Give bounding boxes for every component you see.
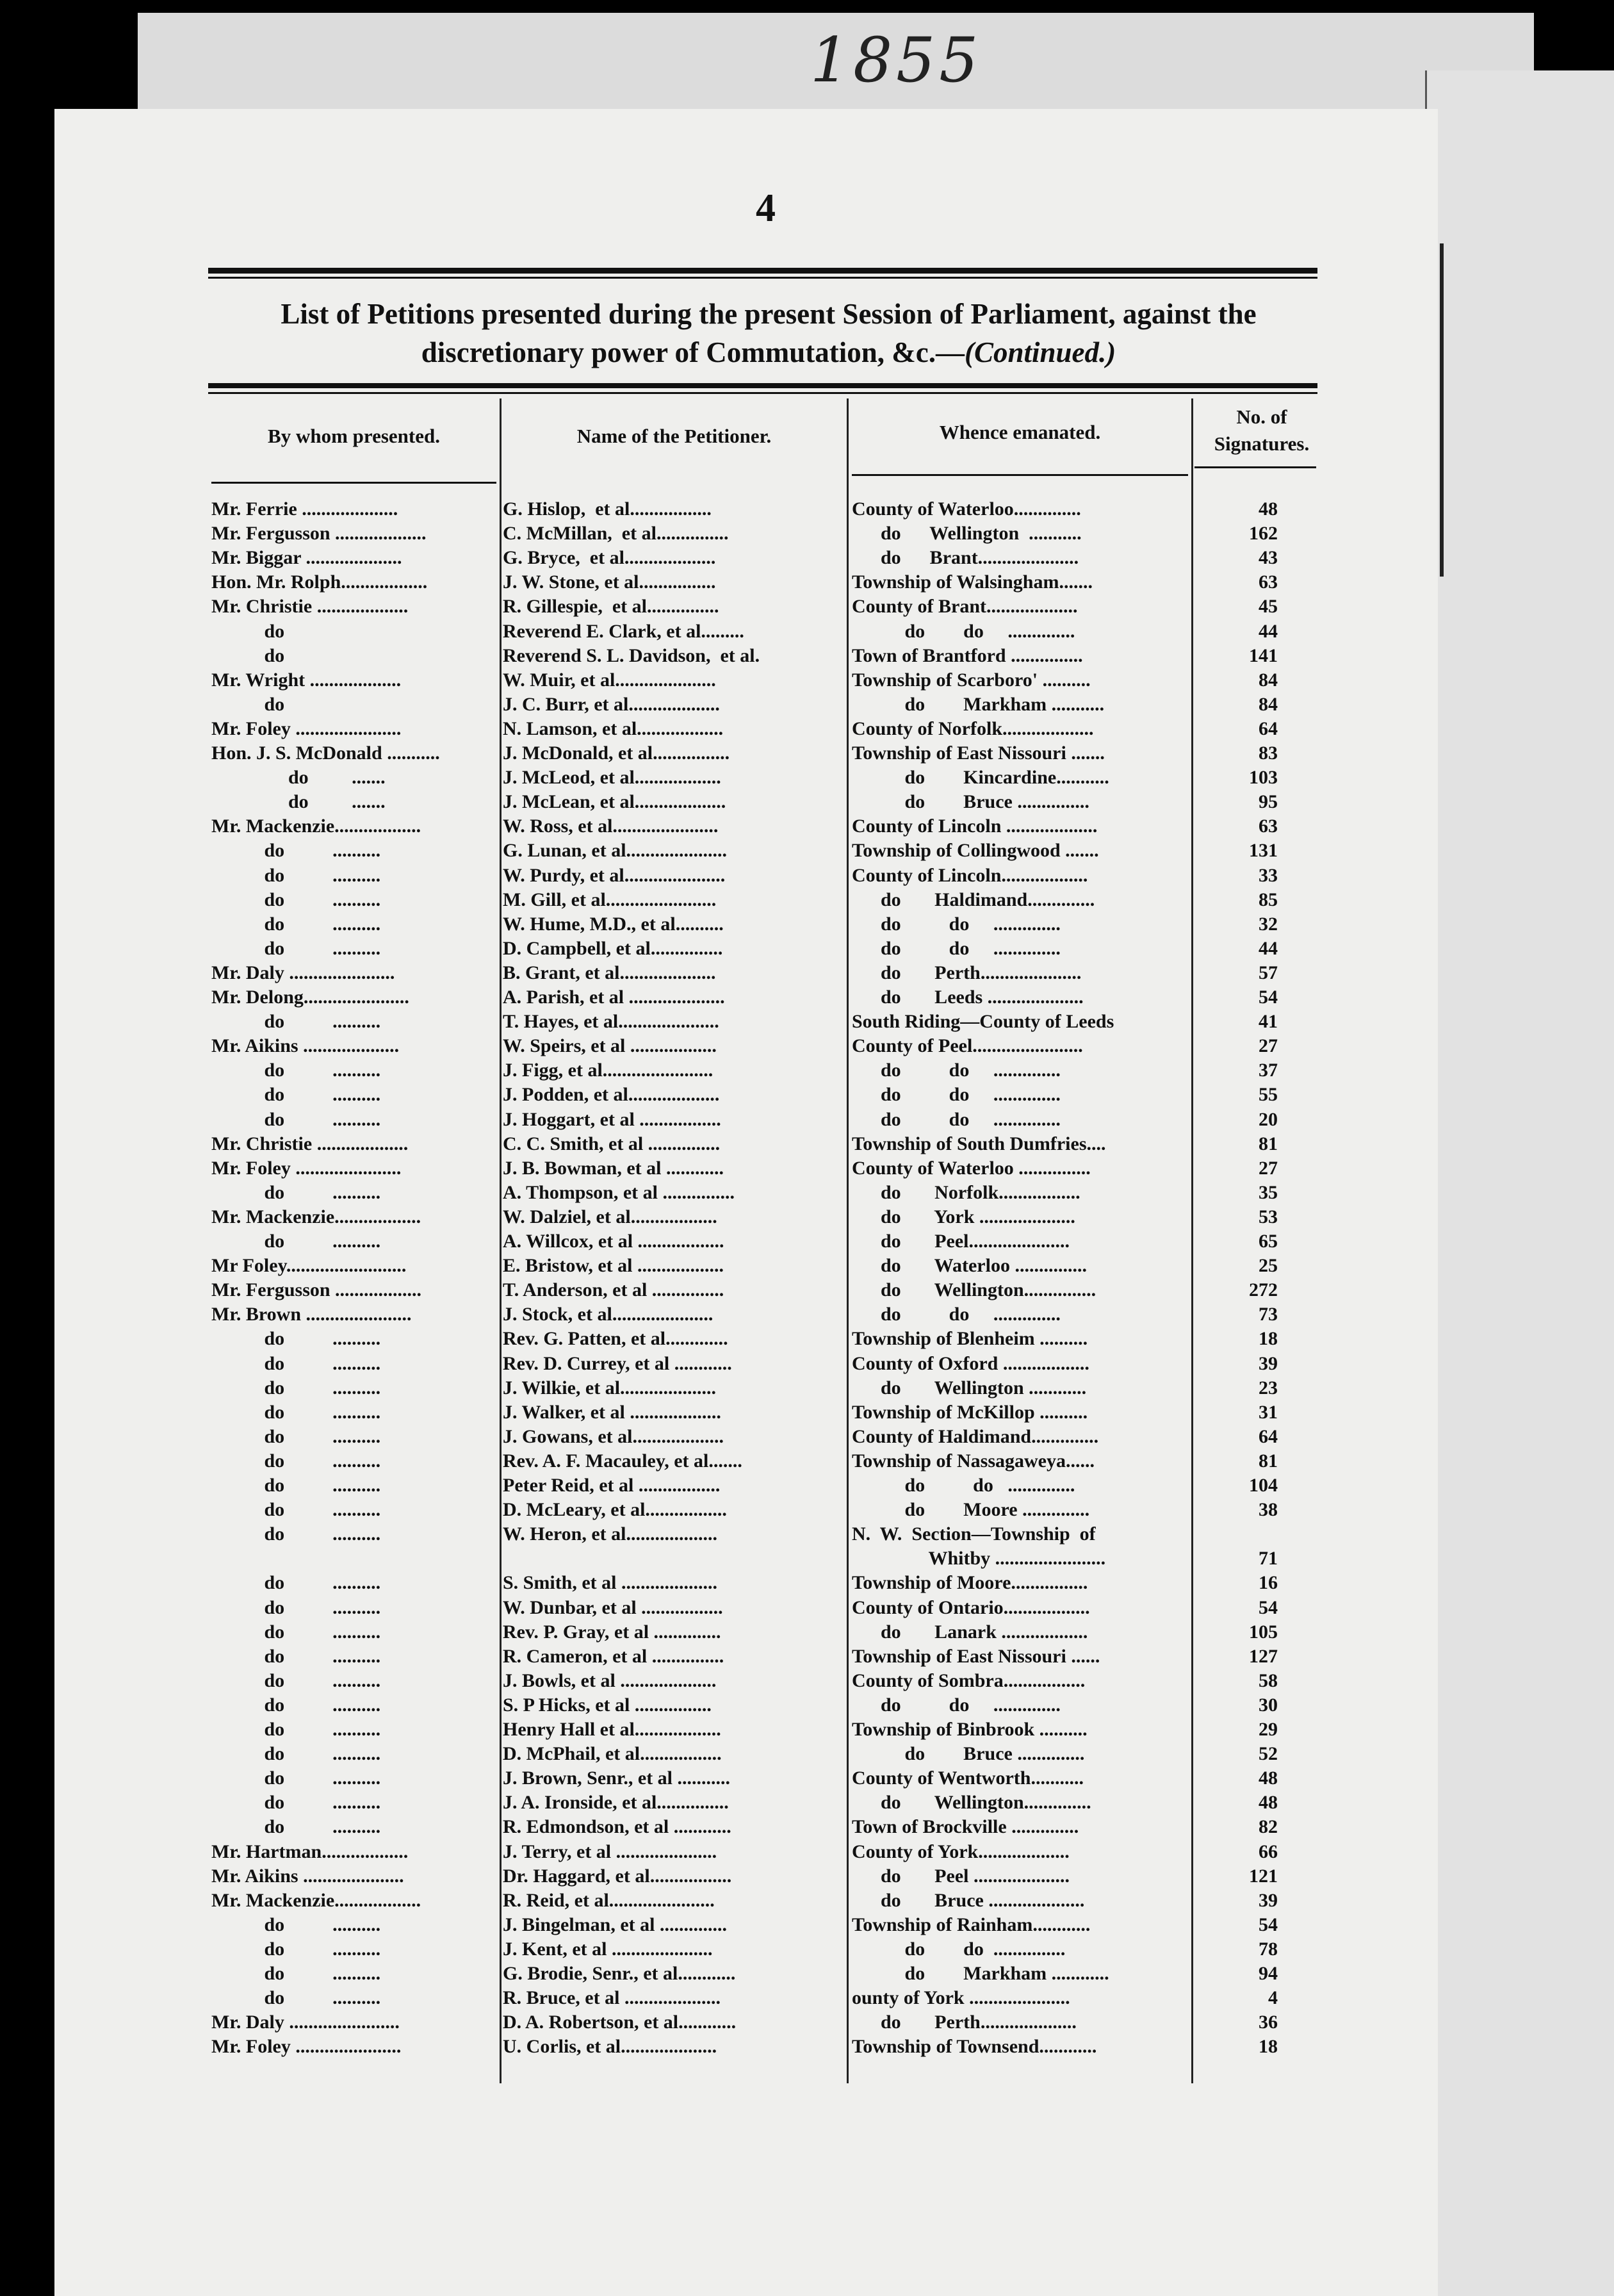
- cell-signatures: 78: [1259, 1938, 1278, 1960]
- cell-petitioner: Rev. P. Gray, et al ..............: [503, 1621, 721, 1643]
- cell-petitioner: Rev. A. F. Macauley, et al.......: [503, 1450, 742, 1472]
- cell-whence: do Wellington ...........: [852, 523, 1082, 545]
- cell-signatures: 54: [1259, 1914, 1278, 1935]
- cell-whence: do do ..............: [852, 1108, 1061, 1130]
- cell-whence: County of Norfolk...................: [852, 718, 1094, 739]
- cell-signatures: 54: [1259, 1596, 1278, 1618]
- cell-signatures: 39: [1259, 1889, 1278, 1911]
- cell-signatures: 95: [1259, 791, 1278, 813]
- cell-signatures: 23: [1259, 1377, 1278, 1398]
- cell-presenter: do: [211, 620, 381, 642]
- cell-petitioner: D. A. Robertson, et al............: [503, 2012, 737, 2033]
- cell-presenter: Mr Foley.........................: [211, 1255, 407, 1277]
- cell-presenter: Mr. Foley ......................: [211, 718, 402, 739]
- cell-presenter: do ..........: [211, 1938, 381, 1960]
- cell-signatures: 18: [1259, 2036, 1278, 2058]
- cell-signatures: 84: [1259, 669, 1278, 691]
- cell-signatures: 27: [1259, 1157, 1278, 1179]
- cell-signatures: 30: [1259, 1694, 1278, 1716]
- cell-signatures: 81: [1259, 1133, 1278, 1154]
- cell-presenter: Mr. Christie ...................: [211, 1133, 409, 1154]
- cell-signatures: 44: [1259, 937, 1278, 959]
- cell-petitioner: W. Ross, et al......................: [503, 816, 719, 837]
- cell-signatures: 32: [1259, 913, 1278, 935]
- cell-signatures: 31: [1259, 1401, 1278, 1423]
- cell-petitioner: R. Edmondson, et al ............: [503, 1816, 731, 1838]
- cell-petitioner: A. Parish, et al ....................: [503, 987, 725, 1008]
- cell-signatures: 18: [1259, 1328, 1278, 1350]
- cell-signatures: 94: [1259, 1963, 1278, 1984]
- cell-presenter: Mr. Mackenzie..................: [211, 1206, 421, 1227]
- cell-presenter: Mr. Mackenzie..................: [211, 816, 421, 837]
- title-line-1: List of Petitions presented during the present Session of Parliament, against the: [281, 298, 1257, 330]
- title-continued: (Continued.): [964, 336, 1116, 368]
- cell-signatures: 55: [1259, 1084, 1278, 1106]
- cell-presenter: do ..........: [211, 1767, 381, 1789]
- title-line-2: [199, 333, 1339, 372]
- cell-whence: do Wellington..............: [852, 1792, 1091, 1814]
- cell-signatures: 58: [1259, 1669, 1278, 1691]
- cell-petitioner: W. Heron, et al...................: [503, 1523, 717, 1545]
- cell-signatures: 82: [1259, 1816, 1278, 1838]
- cell-petitioner: J. B. Bowman, et al ............: [503, 1157, 724, 1179]
- cell-presenter: do ..........: [211, 1231, 381, 1252]
- cell-signatures: 37: [1259, 1060, 1278, 1081]
- cell-petitioner: J. Figg, et al.......................: [503, 1060, 713, 1081]
- cell-signatures: 4: [1268, 1987, 1278, 2009]
- header-underline-presenter: [211, 482, 496, 484]
- cell-whence: do Haldimand..............: [852, 889, 1095, 910]
- cell-petitioner: R. Reid, et al......................: [503, 1889, 715, 1911]
- cell-presenter: Mr. Aikins .....................: [211, 1865, 404, 1887]
- cell-signatures: 65: [1259, 1231, 1278, 1252]
- cell-whence: Town of Brantford ...............: [852, 644, 1083, 666]
- cell-petitioner: T. Hayes, et al.....................: [503, 1011, 719, 1033]
- cell-signatures: 103: [1249, 767, 1278, 789]
- cell-presenter: Mr. Daly .......................: [211, 2012, 400, 2033]
- cell-whence: County of Peel.......................: [852, 1035, 1083, 1057]
- cell-whence: Town of Brockville ..............: [852, 1816, 1079, 1838]
- cell-presenter: do .......: [211, 767, 386, 789]
- cell-whence: South Riding—County of Leeds: [852, 1011, 1114, 1033]
- cell-whence: do Moore ..............: [852, 1499, 1090, 1521]
- cell-presenter: do ..........: [211, 1743, 381, 1765]
- cell-whence: Township of Rainham............: [852, 1914, 1091, 1935]
- header-underline-signatures: [1194, 466, 1316, 468]
- header-signatures-line2: Signatures.: [1214, 432, 1310, 455]
- cell-signatures: 104: [1249, 1475, 1278, 1496]
- cell-presenter: Mr. Delong......................: [211, 987, 409, 1008]
- cell-signatures: 48: [1259, 1767, 1278, 1789]
- cell-presenter: do ..........: [211, 840, 381, 862]
- cell-presenter: do ..........: [211, 1645, 381, 1667]
- cell-petitioner: Henry Hall et al..................: [503, 1719, 721, 1740]
- cell-whence: do Peel ....................: [852, 1865, 1070, 1887]
- cell-signatures: 81: [1259, 1450, 1278, 1472]
- cell-whence: County of Waterloo..............: [852, 498, 1081, 520]
- header-signatures-line1: No. of: [1236, 406, 1287, 428]
- cell-whence: County of Wentworth...........: [852, 1767, 1084, 1789]
- cell-presenter: do ..........: [211, 1011, 381, 1033]
- cell-presenter: Mr. Foley ......................: [211, 2036, 402, 2058]
- cell-petitioner: Reverend E. Clark, et al.........: [503, 620, 744, 642]
- cell-whence: County of Oxford ..................: [852, 1352, 1089, 1374]
- cell-petitioner: D. McPhail, et al.................: [503, 1743, 722, 1765]
- cell-presenter: Hon. J. S. McDonald ...........: [211, 742, 440, 764]
- page-number: 4: [756, 186, 776, 230]
- cell-whence: do York ....................: [852, 1206, 1075, 1227]
- cell-presenter: Mr. Daly ......................: [211, 962, 395, 983]
- cell-whence: County of Haldimand..............: [852, 1425, 1099, 1447]
- cell-signatures: 44: [1259, 620, 1278, 642]
- cell-presenter: do ..........: [211, 1963, 381, 1984]
- cell-whence: do do ...............: [852, 1938, 1066, 1960]
- cell-whence: Township of Scarboro' ..........: [852, 669, 1091, 691]
- cell-presenter: do ..........: [211, 1572, 381, 1594]
- cell-presenter: do ..........: [211, 1475, 381, 1496]
- cell-signatures: 35: [1259, 1181, 1278, 1203]
- header-whence: Whence emanated.: [939, 421, 1101, 443]
- top-thick-rule: [208, 268, 1317, 274]
- cell-signatures: 64: [1259, 1425, 1278, 1447]
- cell-petitioner: E. Bristow, et al ..................: [503, 1255, 724, 1277]
- cell-whence: Whitby .......................: [852, 1548, 1106, 1570]
- cell-petitioner: R. Cameron, et al ...............: [503, 1645, 724, 1667]
- cell-presenter: do ..........: [211, 1499, 381, 1521]
- title-line-2-text: discretionary power of Commutation, &c.—: [421, 336, 965, 368]
- cell-whence: County of Waterloo ...............: [852, 1157, 1091, 1179]
- cell-presenter: do ..........: [211, 1621, 381, 1643]
- cell-presenter: Mr. Ferrie ....................: [211, 498, 398, 520]
- cell-signatures: 83: [1259, 742, 1278, 764]
- cell-petitioner: J. Bingelman, et al ..............: [503, 1914, 727, 1935]
- cell-signatures: 64: [1259, 718, 1278, 739]
- cell-signatures: 71: [1259, 1548, 1278, 1570]
- cell-signatures: 85: [1259, 889, 1278, 910]
- cell-presenter: Mr. Hartman..................: [211, 1841, 409, 1862]
- cell-whence: County of Sombra.................: [852, 1669, 1086, 1691]
- cell-petitioner: J. Terry, et al .....................: [503, 1841, 717, 1862]
- cell-presenter: do ..........: [211, 889, 381, 910]
- cell-whence: do Brant.....................: [852, 547, 1079, 569]
- cell-whence: do do ..............: [852, 1475, 1075, 1496]
- cell-petitioner: A. Thompson, et al ...............: [503, 1181, 735, 1203]
- cell-petitioner: J. Podden, et al...................: [503, 1084, 720, 1106]
- cell-signatures: 39: [1259, 1352, 1278, 1374]
- document-title: [199, 295, 1339, 372]
- cell-whence: do Markham ...........: [852, 693, 1105, 715]
- cell-presenter: do ..........: [211, 1987, 381, 2009]
- cell-whence: Township of Collingwood .......: [852, 840, 1099, 862]
- cell-whence: N. W. Section—Township of: [852, 1523, 1096, 1545]
- cell-petitioner: R. Gillespie, et al...............: [503, 596, 719, 618]
- cell-signatures: 84: [1259, 693, 1278, 715]
- cell-whence: do Peel.....................: [852, 1231, 1070, 1252]
- cell-petitioner: J. Walker, et al ...................: [503, 1401, 721, 1423]
- cell-petitioner: W. Muir, et al.....................: [503, 669, 716, 691]
- cell-presenter: do ..........: [211, 1816, 381, 1838]
- cell-presenter: do ..........: [211, 1719, 381, 1740]
- cell-whence: do Perth.....................: [852, 962, 1082, 983]
- cell-signatures: 45: [1259, 596, 1278, 618]
- cell-presenter: do ..........: [211, 1450, 381, 1472]
- cell-petitioner: M. Gill, et al.......................: [503, 889, 717, 910]
- column-divider-2: [847, 398, 849, 2083]
- cell-whence: do Perth....................: [852, 2012, 1077, 2033]
- cell-whence: do do ..............: [852, 1694, 1061, 1716]
- column-divider-3: [1191, 398, 1193, 2083]
- cell-petitioner: N. Lamson, et al..................: [503, 718, 724, 739]
- cell-whence: Township of Nassagaweya......: [852, 1450, 1095, 1472]
- cell-whence: County of Brant...................: [852, 596, 1078, 618]
- cell-whence: County of Lincoln..................: [852, 864, 1088, 886]
- header-presenter: By whom presented.: [268, 425, 440, 447]
- cell-signatures: 25: [1259, 1255, 1278, 1277]
- cell-petitioner: J. Bowls, et al ....................: [503, 1669, 717, 1691]
- cell-whence: do Leeds ....................: [852, 987, 1084, 1008]
- cell-petitioner: Peter Reid, et al .................: [503, 1475, 721, 1496]
- adjacent-sheet: [1425, 70, 1614, 2296]
- cell-petitioner: J. Gowans, et al...................: [503, 1425, 724, 1447]
- cell-whence: Township of Binbrook ..........: [852, 1719, 1088, 1740]
- cell-whence: do Bruce ...............: [852, 791, 1089, 813]
- cell-whence: do Bruce ..............: [852, 1743, 1085, 1765]
- cell-whence: County of York...................: [852, 1841, 1070, 1862]
- cell-petitioner: J. Wilkie, et al....................: [503, 1377, 717, 1398]
- cell-petitioner: S. Smith, et al ....................: [503, 1572, 718, 1594]
- cell-presenter: do ..........: [211, 1792, 381, 1814]
- cell-signatures: 141: [1249, 644, 1278, 666]
- cell-whence: do Markham ............: [852, 1963, 1109, 1984]
- cell-whence: Township of McKillop ..........: [852, 1401, 1088, 1423]
- cell-whence: do Bruce ....................: [852, 1889, 1085, 1911]
- cell-whence: Township of East Nissouri .......: [852, 742, 1105, 764]
- cell-presenter: do ..........: [211, 1181, 381, 1203]
- cell-presenter: do ..........: [211, 1523, 381, 1545]
- cell-petitioner: Rev. G. Patten, et al.............: [503, 1328, 728, 1350]
- cell-presenter: do ..........: [211, 1377, 381, 1398]
- cell-whence: do do ..............: [852, 620, 1075, 642]
- cell-petitioner: Reverend S. L. Davidson, et al.: [503, 644, 760, 666]
- cell-petitioner: J. Hoggart, et al .................: [503, 1108, 721, 1130]
- cell-petitioner: J. McLeod, et al..................: [503, 767, 721, 789]
- cell-presenter: do: [211, 644, 381, 666]
- cell-presenter: do ..........: [211, 1914, 381, 1935]
- handwritten-year: 1855: [810, 24, 982, 96]
- cell-presenter: do ..........: [211, 1694, 381, 1716]
- cell-presenter: Mr. Mackenzie..................: [211, 1889, 421, 1911]
- cell-signatures: 63: [1259, 816, 1278, 837]
- top-thin-rule: [208, 277, 1317, 279]
- cell-whence: Township of South Dumfries....: [852, 1133, 1106, 1154]
- cell-signatures: 272: [1249, 1279, 1278, 1301]
- cell-signatures: 66: [1259, 1841, 1278, 1862]
- cell-presenter: do ..........: [211, 1596, 381, 1618]
- cell-presenter: do ..........: [211, 937, 381, 959]
- cell-petitioner: J. A. Ironside, et al...............: [503, 1792, 729, 1814]
- cell-petitioner: B. Grant, et al....................: [503, 962, 716, 983]
- cell-whence: do Kincardine...........: [852, 767, 1109, 789]
- cell-whence: ounty of York .....................: [852, 1987, 1070, 2009]
- cell-petitioner: G. Lunan, et al.....................: [503, 840, 728, 862]
- cell-petitioner: Rev. D. Currey, et al ............: [503, 1352, 732, 1374]
- cell-petitioner: J. C. Burr, et al...................: [503, 693, 720, 715]
- cell-presenter: do .......: [211, 791, 386, 813]
- cell-petitioner: J. McLean, et al...................: [503, 791, 726, 813]
- cell-petitioner: R. Bruce, et al ....................: [503, 1987, 721, 2009]
- header-thick-rule: [208, 383, 1317, 388]
- cell-whence: do do ..............: [852, 1304, 1061, 1325]
- cell-whence: do Wellington...............: [852, 1279, 1096, 1301]
- cell-petitioner: C. McMillan, et al...............: [503, 523, 729, 545]
- cell-signatures: 57: [1259, 962, 1278, 983]
- cell-presenter: do: [211, 693, 381, 715]
- cell-whence: do Norfolk.................: [852, 1181, 1080, 1203]
- cell-presenter: Mr. Christie ...................: [211, 596, 409, 618]
- cell-petitioner: W. Speirs, et al ..................: [503, 1035, 717, 1057]
- cell-petitioner: J. McDonald, et al................: [503, 742, 730, 764]
- cell-signatures: 20: [1259, 1108, 1278, 1130]
- cell-presenter: do ..........: [211, 913, 381, 935]
- cell-signatures: 48: [1259, 1792, 1278, 1814]
- cell-whence: County of Lincoln ...................: [852, 816, 1098, 837]
- cell-signatures: 29: [1259, 1719, 1278, 1740]
- cell-presenter: do ..........: [211, 1352, 381, 1374]
- cell-presenter: do ..........: [211, 1060, 381, 1081]
- cell-presenter: do ..........: [211, 1328, 381, 1350]
- cell-presenter: Mr. Wright ...................: [211, 669, 402, 691]
- cell-signatures: 36: [1259, 2012, 1278, 2033]
- cell-signatures: 131: [1249, 840, 1278, 862]
- cell-presenter: Mr. Foley ......................: [211, 1157, 402, 1179]
- cell-petitioner: W. Hume, M.D., et al..........: [503, 913, 724, 935]
- cell-presenter: Mr. Fergusson ...................: [211, 523, 427, 545]
- header-signatures: [1194, 404, 1329, 457]
- cell-whence: do do ..............: [852, 913, 1061, 935]
- cell-whence: do do ..............: [852, 1060, 1061, 1081]
- cell-presenter: do ..........: [211, 1401, 381, 1423]
- cell-presenter: Mr. Brown ......................: [211, 1304, 412, 1325]
- cell-signatures: 53: [1259, 1206, 1278, 1227]
- cell-signatures: 41: [1259, 1011, 1278, 1033]
- cell-presenter: Mr. Aikins ....................: [211, 1035, 400, 1057]
- cell-petitioner: J. Stock, et al.....................: [503, 1304, 713, 1325]
- cell-petitioner: D. Campbell, et al...............: [503, 937, 723, 959]
- cell-presenter: do ..........: [211, 1108, 381, 1130]
- cell-petitioner: U. Corlis, et al....................: [503, 2036, 717, 2058]
- cell-whence: do do ..............: [852, 937, 1061, 959]
- cell-petitioner: G. Hislop, et al.................: [503, 498, 712, 520]
- cell-signatures: 63: [1259, 571, 1278, 593]
- cell-petitioner: J. Brown, Senr., et al ...........: [503, 1767, 731, 1789]
- cell-whence: do Wellington ............: [852, 1377, 1087, 1398]
- cell-whence: Township of East Nissouri ......: [852, 1645, 1100, 1667]
- cell-petitioner: S. P Hicks, et al ................: [503, 1694, 712, 1716]
- cell-signatures: 38: [1259, 1499, 1278, 1521]
- cell-signatures: 105: [1249, 1621, 1278, 1643]
- cell-presenter: do ..........: [211, 1669, 381, 1691]
- cell-presenter: do ..........: [211, 864, 381, 886]
- cell-whence: Township of Walsingham.......: [852, 571, 1093, 593]
- cell-whence: Township of Blenheim ..........: [852, 1328, 1088, 1350]
- page-edge-mark: [1440, 243, 1444, 577]
- cell-petitioner: W. Dunbar, et al .................: [503, 1596, 723, 1618]
- cell-signatures: 33: [1259, 864, 1278, 886]
- cell-presenter: do ..........: [211, 1084, 381, 1106]
- cell-signatures: 43: [1259, 547, 1278, 569]
- cell-signatures: 121: [1249, 1865, 1278, 1887]
- cell-whence: Township of Townsend............: [852, 2036, 1097, 2058]
- cell-signatures: 16: [1259, 1572, 1278, 1594]
- cell-whence: Township of Moore................: [852, 1572, 1088, 1594]
- cell-petitioner: Dr. Haggard, et al.................: [503, 1865, 732, 1887]
- header-petitioner: Name of the Petitioner.: [576, 425, 772, 447]
- cell-signatures: 127: [1249, 1645, 1278, 1667]
- cell-signatures: 73: [1259, 1304, 1278, 1325]
- cell-petitioner: T. Anderson, et al ...............: [503, 1279, 724, 1301]
- cell-petitioner: J. Kent, et al .....................: [503, 1938, 713, 1960]
- header-thin-rule: [208, 392, 1317, 394]
- cell-signatures: 27: [1259, 1035, 1278, 1057]
- cell-petitioner: W. Purdy, et al.....................: [503, 864, 726, 886]
- cell-presenter: do ..........: [211, 1425, 381, 1447]
- cell-petitioner: C. C. Smith, et al ...............: [503, 1133, 721, 1154]
- cell-signatures: 54: [1259, 987, 1278, 1008]
- cell-whence: County of Ontario..................: [852, 1596, 1090, 1618]
- cell-presenter: Mr. Biggar ....................: [211, 547, 402, 569]
- cell-petitioner: J. W. Stone, et al................: [503, 571, 716, 593]
- cell-presenter: Mr. Fergusson ..................: [211, 1279, 422, 1301]
- cell-presenter: Hon. Mr. Rolph..................: [211, 571, 428, 593]
- cell-whence: do Waterloo ...............: [852, 1255, 1087, 1277]
- cell-petitioner: G. Brodie, Senr., et al............: [503, 1963, 736, 1984]
- cell-signatures: 52: [1259, 1743, 1278, 1765]
- header-underline-whence: [852, 474, 1188, 476]
- cell-whence: do Lanark ..................: [852, 1621, 1088, 1643]
- cell-petitioner: D. McLeary, et al.................: [503, 1499, 727, 1521]
- cell-signatures: 162: [1249, 523, 1278, 545]
- column-divider-1: [500, 398, 501, 2083]
- cell-petitioner: W. Dalziel, et al..................: [503, 1206, 717, 1227]
- cell-petitioner: G. Bryce, et al...................: [503, 547, 716, 569]
- cell-whence: do do ..............: [852, 1084, 1061, 1106]
- cell-petitioner: A. Willcox, et al ..................: [503, 1231, 724, 1252]
- cell-signatures: 48: [1259, 498, 1278, 520]
